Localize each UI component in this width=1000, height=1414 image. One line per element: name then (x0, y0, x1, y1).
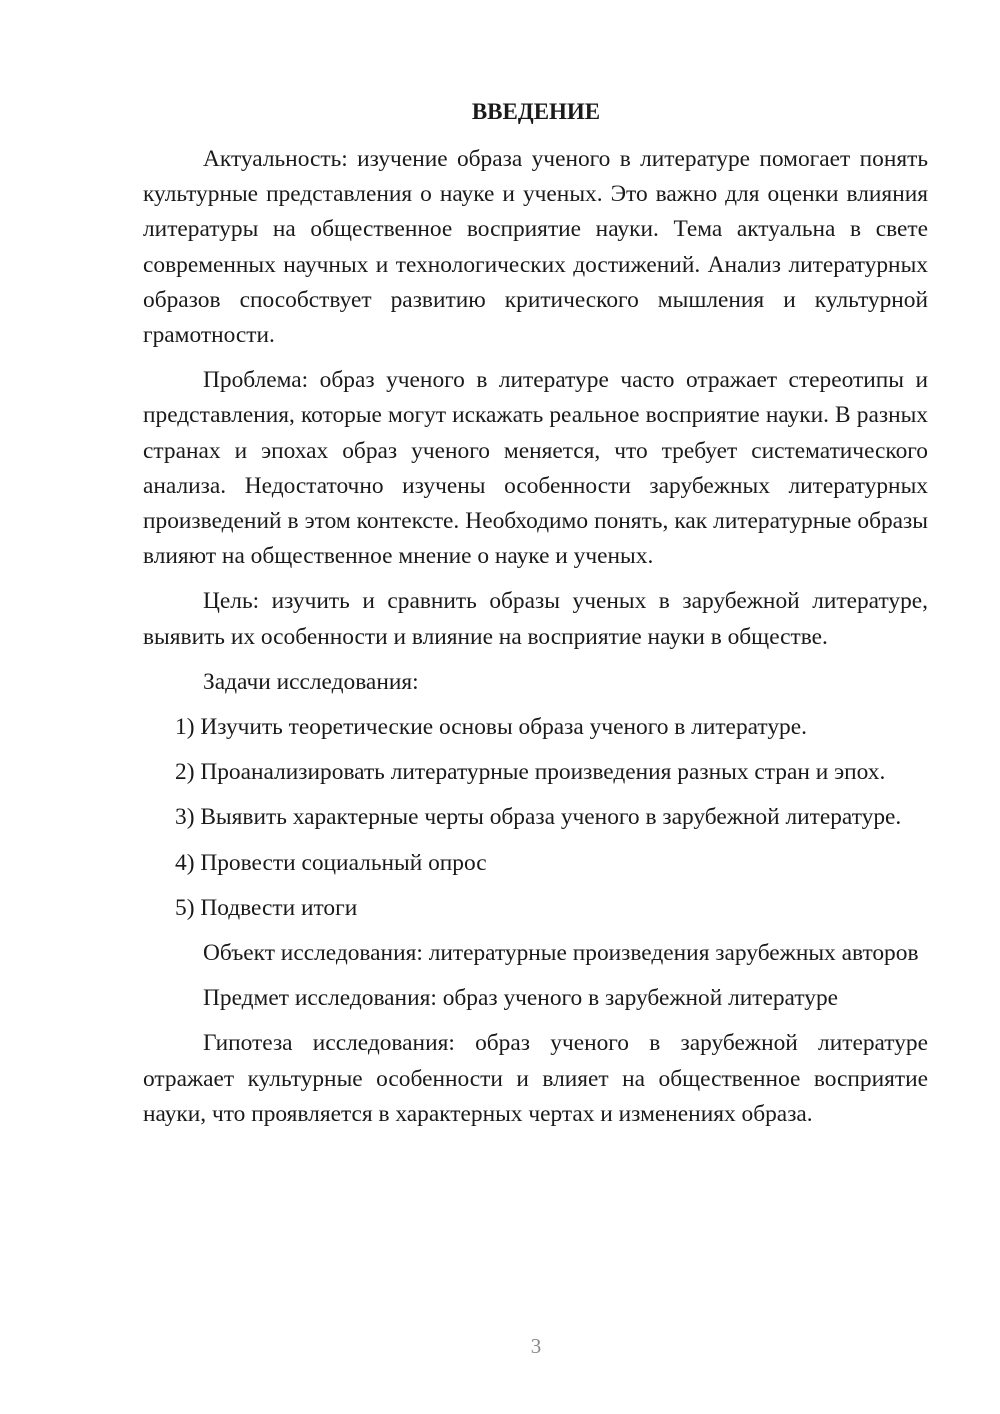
paragraph-problem: Проблема: образ ученого в литературе часто отражает стереотипы и представления, которые могут искажать реальное восприятие науки. В разных странах и эпохах образ ученого меняется, что требует систематического анализа. Недостаточно изучены особенности зарубежных литературных произведений в этом контексте. Необходимо понять, как литературные образы влияют на общественное мнение о науке и ученых. (143, 367, 928, 570)
paragraph-goal: Цель: изучить и сравнить образы ученых в зарубежной литературе, выявить их особенности и влияние на восприятие науки в обществе. (143, 588, 928, 650)
document-body (143, 142, 928, 1142)
page-title: ВВЕДЕНИЕ (471, 99, 601, 124)
task-item-4: 4) Провести социальный опрос (175, 849, 487, 876)
page-number: 3 (530, 1334, 542, 1358)
paragraph-object: Объект исследования: литературные произведения зарубежных авторов (203, 940, 919, 967)
paragraph-subject: Предмет исследования: образ ученого в зарубежной литературе (203, 985, 839, 1012)
task-item-1: 1) Изучить теоретические основы образа ученого в литературе. (175, 714, 807, 741)
task-item-3: 3) Выявить характерные черты образа ученого в зарубежной литературе. (175, 804, 902, 831)
task-item-5: 5) Подвести итоги (175, 894, 358, 921)
task-item-2: 2) Проанализировать литературные произведения разных стран и эпох. (175, 759, 886, 786)
paragraph-tasks-heading: Задачи исследования: (203, 668, 419, 695)
paragraph-relevance: Актуальность: изучение образа ученого в литературе помогает понять культурные представления о науке и ученых. Это важно для оценки влияния литературы на общественное восприятие науки. Тема актуальна в свете современных научных и технологических достижений. Анализ литературных образов способствует развитию критического мышления и культурной грамотности. (143, 146, 928, 349)
paragraph-hypothesis: Гипотеза исследования: образ ученого в зарубежной литературе отражает культурные особенности и влияет на общественное восприятие науки, что проявляется в характерных чертах и изменениях образа. (143, 1030, 928, 1127)
